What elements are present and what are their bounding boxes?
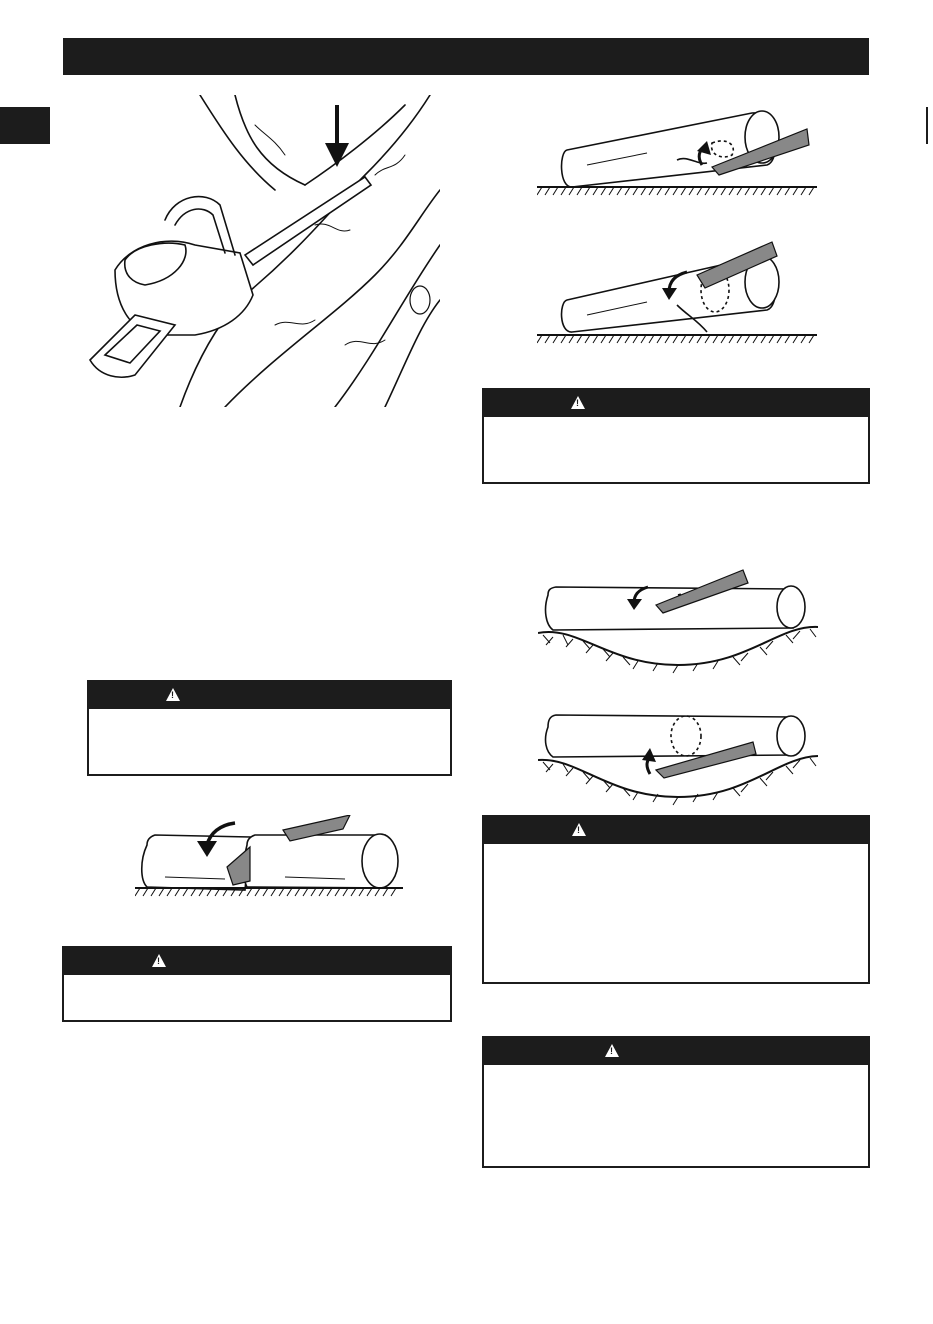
- warning-text: [484, 417, 868, 429]
- warning-box-4: [62, 946, 452, 1022]
- warning-header: [64, 948, 450, 975]
- warning-header: [484, 817, 868, 844]
- header-bar: [63, 38, 869, 75]
- warning-header: [484, 390, 868, 417]
- warning-box-5: [482, 1036, 870, 1168]
- warning-header: [89, 682, 450, 709]
- warning-text: [64, 975, 450, 987]
- warning-triangle-icon: [571, 396, 585, 409]
- warning-box-1: [482, 388, 870, 484]
- warning-header: [484, 1038, 868, 1065]
- warning-text: [89, 709, 450, 721]
- log-on-ground-bucking-illustration: [135, 815, 407, 910]
- warning-triangle-icon: [152, 954, 166, 967]
- chainsaw-limbing-illustration: [75, 95, 440, 407]
- log-spanning-depression-underbuck: [538, 712, 818, 807]
- warning-box-2: [87, 680, 452, 776]
- warning-triangle-icon: [166, 688, 180, 701]
- warning-text: [484, 844, 868, 856]
- warning-triangle-icon: [605, 1044, 619, 1057]
- warning-text: [484, 1065, 868, 1077]
- warning-box-3: [482, 815, 870, 984]
- edge-mark: [926, 107, 928, 144]
- log-underbuck-illustration-top: [537, 105, 822, 200]
- language-tab: [0, 107, 50, 144]
- log-overbuck-illustration-top: [537, 240, 822, 345]
- warning-triangle-icon: [572, 823, 586, 836]
- log-spanning-depression-overbuck: [538, 565, 818, 675]
